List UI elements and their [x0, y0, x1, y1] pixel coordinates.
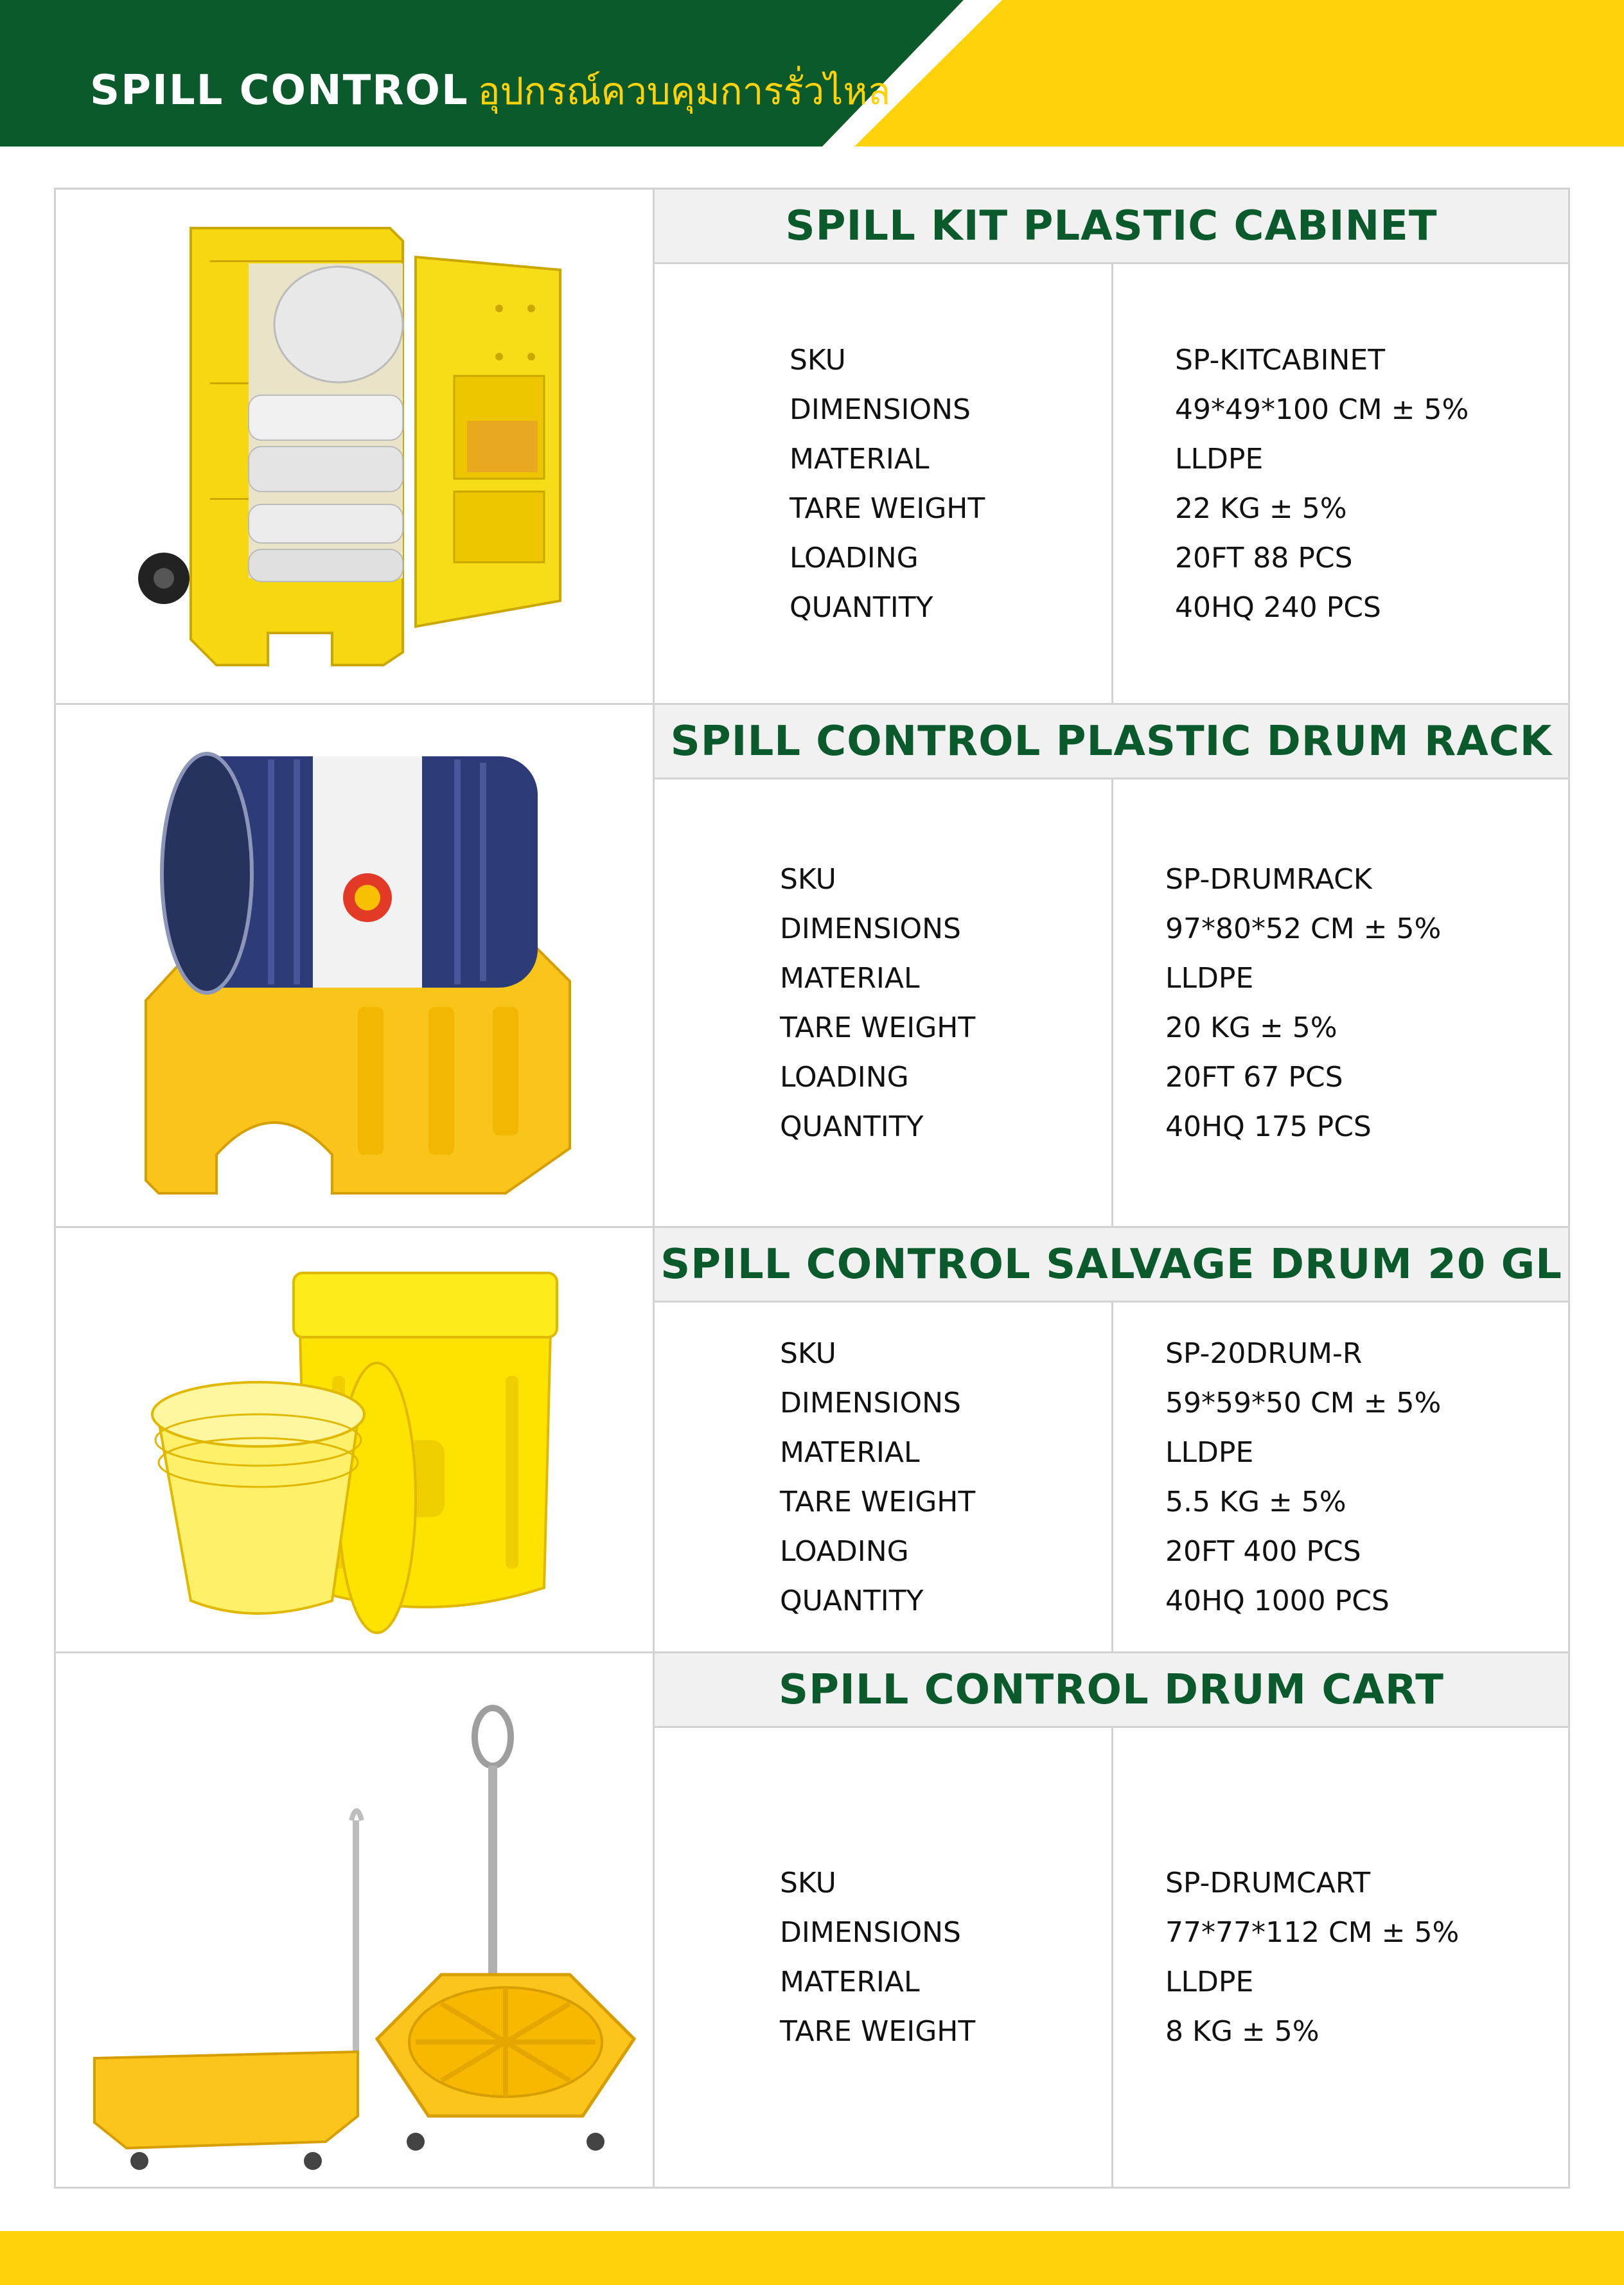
spec-value: 40HQ 240 PCS	[1175, 591, 1381, 624]
spec-label: DIMENSIONS	[780, 1916, 961, 1949]
spec-label: TARE WEIGHT	[780, 2015, 976, 2048]
spec-value: SP-DRUMCART	[1165, 1867, 1371, 1899]
product-title: SPILL CONTROL SALVAGE DRUM 20 GL	[660, 1240, 1562, 1288]
product-specs	[655, 1728, 1568, 2187]
spec-value: 22 KG ± 5%	[1175, 492, 1347, 525]
spec-label: MATERIAL	[780, 1966, 920, 1998]
spec-label: TARE WEIGHT	[790, 492, 985, 525]
specs-divider	[1111, 1303, 1113, 1651]
product-title: SPILL KIT PLASTIC CABINET	[785, 202, 1438, 250]
spec-value: SP-KITCABINET	[1175, 343, 1386, 377]
product-image-cell	[56, 1228, 655, 1651]
product-title-cell	[655, 705, 1568, 779]
product-title-cell	[655, 1228, 1568, 1303]
page-title-th: อุปกรณ์ควบคุมการรั่วไหล	[477, 69, 891, 113]
spec-values	[1165, 1728, 1459, 2187]
spec-labels	[780, 1728, 975, 2187]
spec-label: SKU	[780, 1867, 836, 1899]
product-table	[54, 188, 1570, 2189]
spec-labels	[780, 779, 975, 1226]
spec-value: LLDPE	[1175, 442, 1264, 476]
spec-value: 20FT 67 PCS	[1165, 1060, 1343, 1094]
spec-label: LOADING	[790, 541, 919, 574]
spec-label: QUANTITY	[780, 1584, 924, 1617]
product-title-cell	[655, 1653, 1568, 1728]
product-title: SPILL CONTROL DRUM CART	[779, 1666, 1444, 1714]
product-row	[56, 705, 1568, 1228]
product-title-cell	[655, 190, 1568, 264]
spec-label: LOADING	[780, 1060, 909, 1094]
product-specs	[655, 264, 1568, 703]
product-specs	[655, 779, 1568, 1226]
specs-divider	[1111, 779, 1113, 1226]
spec-label: DIMENSIONS	[790, 393, 971, 426]
spec-values	[1165, 1303, 1441, 1651]
spec-value: 8 KG ± 5%	[1165, 2015, 1320, 2048]
product-title: SPILL CONTROL PLASTIC DRUM RACK	[670, 717, 1553, 765]
spec-value: SP-DRUMRACK	[1165, 862, 1372, 896]
spec-value: 49*49*100 CM ± 5%	[1175, 393, 1469, 426]
spec-value: LLDPE	[1165, 1436, 1254, 1469]
page-title	[90, 61, 890, 121]
spec-label: SKU	[780, 1337, 836, 1370]
spec-label: QUANTITY	[780, 1110, 924, 1143]
spec-labels	[790, 264, 985, 703]
spec-label: QUANTITY	[790, 591, 933, 624]
spec-label: SKU	[780, 862, 836, 896]
spec-label: TARE WEIGHT	[780, 1485, 976, 1518]
spec-label: MATERIAL	[780, 961, 920, 995]
spec-value: 5.5 KG ± 5%	[1165, 1485, 1346, 1518]
spec-value: 77*77*112 CM ± 5%	[1165, 1916, 1460, 1949]
drum-cart-image	[56, 1653, 655, 2185]
product-row	[56, 1228, 1568, 1653]
spec-label: MATERIAL	[790, 442, 930, 476]
page-footer-band	[0, 2231, 1624, 2285]
spec-values	[1175, 264, 1469, 703]
specs-divider	[1111, 1728, 1113, 2187]
specs-divider	[1111, 264, 1113, 703]
spec-label: TARE WEIGHT	[780, 1011, 976, 1044]
spec-value: LLDPE	[1165, 961, 1254, 995]
spec-label: LOADING	[780, 1534, 909, 1568]
spec-value: 59*59*50 CM ± 5%	[1165, 1386, 1442, 1419]
spec-value: 40HQ 1000 PCS	[1165, 1584, 1390, 1617]
spec-value: SP-20DRUM-R	[1165, 1337, 1363, 1370]
spec-label: MATERIAL	[780, 1436, 920, 1469]
product-image-cell	[56, 1653, 655, 2187]
spec-label: SKU	[790, 343, 846, 377]
spec-values	[1165, 779, 1441, 1226]
page-header	[0, 0, 1624, 147]
spec-label: DIMENSIONS	[780, 912, 961, 945]
spec-value: LLDPE	[1165, 1966, 1254, 1998]
drum-rack-image	[56, 705, 655, 1226]
product-row	[56, 1653, 1568, 2187]
spec-labels	[780, 1303, 975, 1651]
spec-value: 20 KG ± 5%	[1165, 1011, 1337, 1044]
spec-value: 20FT 88 PCS	[1175, 541, 1353, 574]
spec-value: 40HQ 175 PCS	[1165, 1110, 1372, 1143]
spec-value: 20FT 400 PCS	[1165, 1534, 1361, 1568]
page-title-en: SPILL CONTROL	[90, 67, 469, 114]
yellow-cabinet-image	[56, 190, 655, 703]
product-image-cell	[56, 190, 655, 703]
product-specs	[655, 1303, 1568, 1651]
product-row	[56, 190, 1568, 705]
product-image-cell	[56, 705, 655, 1226]
spec-label: DIMENSIONS	[780, 1386, 961, 1419]
salvage-drum-image	[56, 1228, 655, 1651]
spec-value: 97*80*52 CM ± 5%	[1165, 912, 1442, 945]
